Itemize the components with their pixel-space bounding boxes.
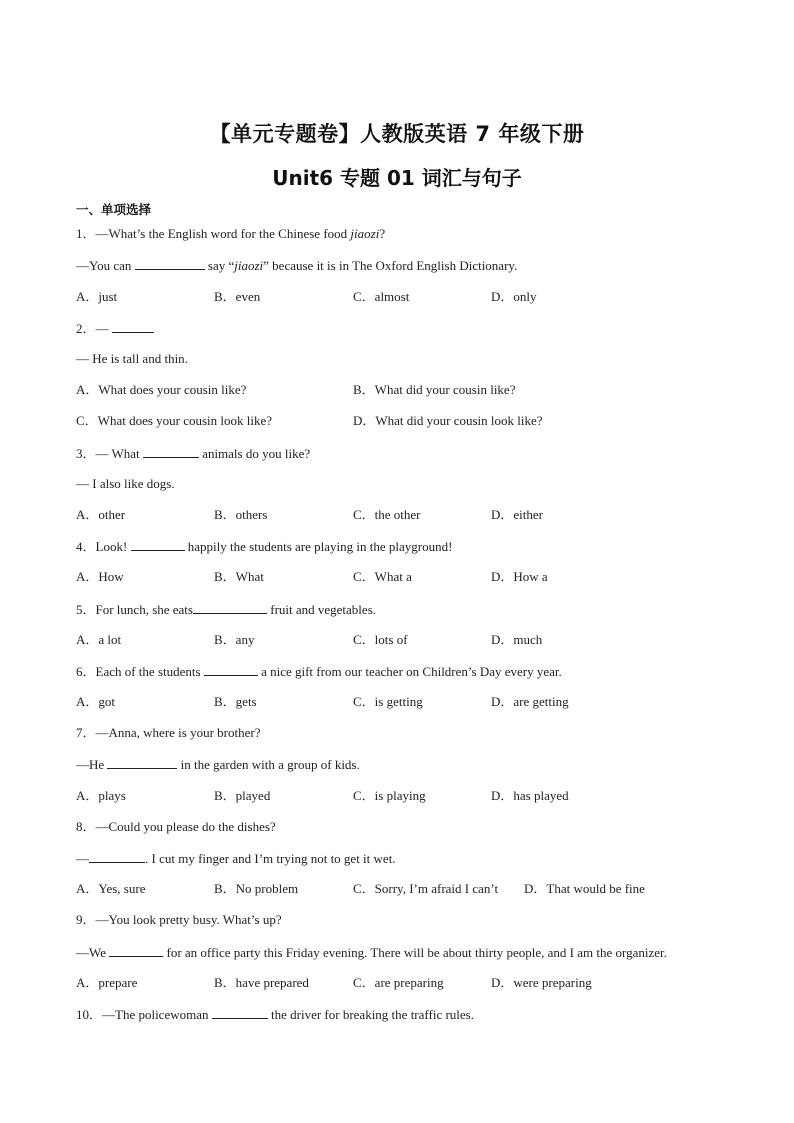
question-5-option-b[interactable]: B．any <box>214 632 255 647</box>
question-5-stem: 5．For lunch, she eats fruit and vegetables. <box>76 602 376 617</box>
question-3-option-d[interactable]: D．either <box>491 507 543 522</box>
question-6-stem: 6．Each of the students a nice gift from our teacher on Children’s Day every year. <box>76 664 562 679</box>
question-2-option-a[interactable]: A．What does your cousin like? <box>76 382 247 397</box>
question-6-option-d[interactable]: D．are getting <box>491 694 569 709</box>
section-heading: 一、单项选择 <box>76 202 152 217</box>
answer-blank[interactable] <box>112 320 154 333</box>
document-subtitle: Unit6 专题 01 词汇与句子 <box>272 166 522 190</box>
document-title: 【单元专题卷】人教版英语 7 年级下册 <box>209 122 585 146</box>
question-4-option-a[interactable]: A．How <box>76 569 124 584</box>
answer-blank[interactable] <box>135 257 205 270</box>
question-9-reply: —We for an office party this Friday evening. There will be about thirty people, and I am the organizer. <box>76 945 667 960</box>
question-4-option-b[interactable]: B．What <box>214 569 264 584</box>
question-2-stem: 2．— <box>76 320 154 337</box>
question-3-option-c[interactable]: C．the other <box>353 507 421 522</box>
question-3-option-a[interactable]: A．other <box>76 507 126 522</box>
question-3-stem: 3．— What animals do you like? <box>76 446 311 461</box>
question-5-option-a[interactable]: A．a lot <box>76 632 122 647</box>
question-3-option-b[interactable]: B．others <box>214 507 268 522</box>
answer-blank[interactable] <box>107 756 177 769</box>
question-4-option-d[interactable]: D．How a <box>491 569 548 584</box>
question-6-option-a[interactable]: A．got <box>76 694 116 709</box>
question-8-reply: — . I cut my finger and I’m trying not to get it wet. <box>76 851 396 866</box>
question-1-option-a[interactable]: A．just <box>76 289 118 304</box>
question-5-option-d[interactable]: D．much <box>491 632 543 647</box>
question-7-option-a[interactable]: A．plays <box>76 788 126 803</box>
question-7-option-c[interactable]: C．is playing <box>353 788 426 803</box>
question-7-option-d[interactable]: D．has played <box>491 788 569 803</box>
question-2-option-b[interactable]: B．What did your cousin like? <box>353 382 516 397</box>
answer-blank[interactable] <box>131 538 185 551</box>
answer-blank[interactable] <box>109 944 163 957</box>
question-1-option-b[interactable]: B．even <box>214 289 261 304</box>
answer-blank[interactable] <box>143 445 199 458</box>
question-9-option-a[interactable]: A．prepare <box>76 975 138 990</box>
question-9-option-c[interactable]: C．are preparing <box>353 975 444 990</box>
question-4-option-c[interactable]: C．What a <box>353 569 412 584</box>
answer-blank[interactable] <box>193 601 267 614</box>
question-1-answer-line: —You can say “jiaozi” because it is in The Oxford English Dictionary. <box>76 258 518 273</box>
question-1-option-c[interactable]: C．almost <box>353 289 410 304</box>
question-7-stem: 7．—Anna, where is your brother? <box>76 725 261 740</box>
question-6-option-c[interactable]: C．is getting <box>353 694 423 709</box>
answer-blank[interactable] <box>89 850 145 863</box>
question-1-option-d[interactable]: D．only <box>491 289 537 304</box>
question-8-option-a[interactable]: A．Yes, sure <box>76 881 146 896</box>
question-1-stem: 1．—What’s the English word for the Chinese food jiaozi? <box>76 226 386 241</box>
question-4-stem: 4．Look! happily the students are playing in the playground! <box>76 539 453 554</box>
question-9-option-b[interactable]: B．have prepared <box>214 975 309 990</box>
answer-blank[interactable] <box>212 1006 268 1019</box>
question-7-option-b[interactable]: B．played <box>214 788 271 803</box>
question-10-stem: 10．—The policewoman the driver for breaking the traffic rules. <box>76 1007 474 1022</box>
question-2-option-c[interactable]: C．What does your cousin look like? <box>76 413 273 428</box>
question-9-option-d[interactable]: D．were preparing <box>491 975 592 990</box>
question-2-reply: — He is tall and thin. <box>76 351 188 366</box>
answer-blank[interactable] <box>204 663 258 676</box>
question-6-option-b[interactable]: B．gets <box>214 694 257 709</box>
question-3-reply: — I also like dogs. <box>76 476 175 491</box>
question-9-stem: 9．—You look pretty busy. What’s up? <box>76 912 282 927</box>
question-8-stem: 8．—Could you please do the dishes? <box>76 819 276 834</box>
question-2-option-d[interactable]: D．What did your cousin look like? <box>353 413 543 428</box>
question-8-option-b[interactable]: B．No problem <box>214 881 299 896</box>
question-8-option-c[interactable]: C．Sorry, I’m afraid I can’t <box>353 881 499 896</box>
question-7-reply: —He in the garden with a group of kids. <box>76 757 360 772</box>
question-5-option-c[interactable]: C．lots of <box>353 632 408 647</box>
question-8-option-d[interactable]: D．That would be fine <box>524 881 645 896</box>
